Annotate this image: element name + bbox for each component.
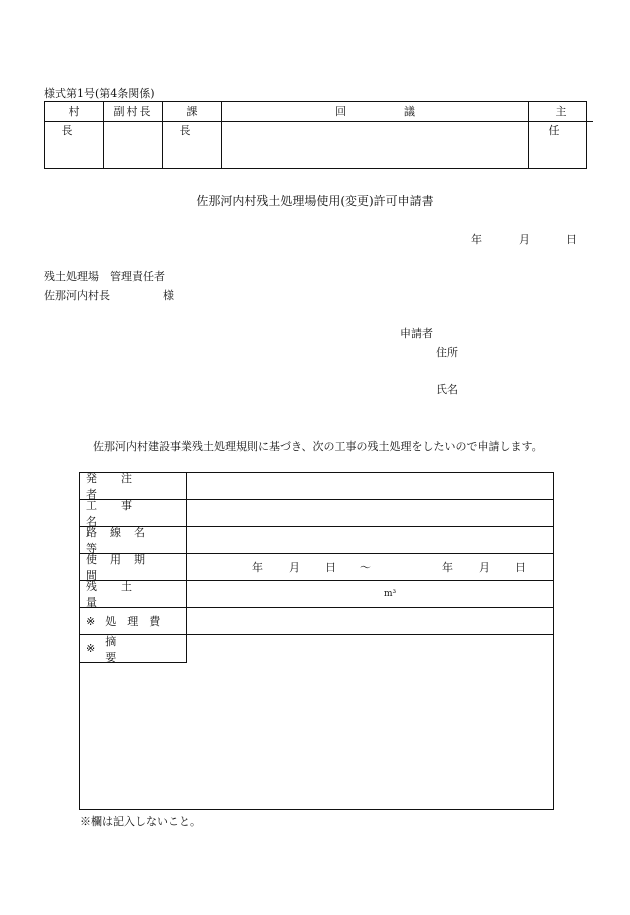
period-start-year: 年: [252, 561, 263, 574]
approval-header-manager: 主 任: [529, 102, 593, 122]
date-month-label: 月: [519, 233, 530, 246]
orderer-label-text: 発注者: [86, 472, 156, 501]
table-row-processing-fee: [80, 608, 553, 635]
period-end-day: 日: [515, 561, 526, 574]
remarks-area[interactable]: [187, 662, 553, 809]
orderer-field[interactable]: [187, 473, 553, 499]
period-end-year: 年: [442, 561, 453, 574]
table-row-project-name: [80, 500, 553, 527]
volume-unit: m³: [384, 589, 397, 599]
route-name-label-text: 路線名等: [86, 526, 158, 555]
usage-period-label-text: 使用期間: [86, 553, 158, 582]
table-row-orderer: [80, 473, 553, 500]
approval-stamp-manager[interactable]: [529, 122, 593, 168]
approval-stamp-village-head[interactable]: [45, 122, 104, 168]
remarks-field[interactable]: [187, 635, 553, 662]
applicant-address-label: 住所: [436, 346, 458, 359]
approval-stamp-deputy-head[interactable]: [104, 122, 163, 168]
soil-volume-field[interactable]: [187, 581, 553, 607]
addressee-line2: 佐那河内村長: [44, 289, 110, 302]
orderer-label: [80, 473, 187, 499]
approval-header-village-head: 村 長: [45, 102, 104, 122]
period-start-month: 月: [289, 561, 300, 574]
period-start-day: 日: [325, 561, 336, 574]
application-details-table: [79, 472, 554, 810]
processing-fee-label-text: 処理費: [105, 615, 172, 628]
processing-fee-label: [80, 608, 187, 634]
form-number: 様式第1号(第4条関係): [44, 87, 155, 100]
soil-volume-label: [80, 581, 187, 607]
addressee-line1: 残土処理場 管理責任者: [44, 270, 165, 283]
period-end-month: 月: [479, 561, 490, 574]
table-row-route-name: [80, 527, 553, 554]
form-title: 佐那河内村残土処理場使用(変更)許可申請書: [196, 194, 434, 208]
soil-volume-label-text: 残土量: [86, 580, 156, 609]
approval-header-section-chief: 課 長: [163, 102, 222, 122]
office-use-mark-remarks: ※: [86, 642, 96, 655]
remarks-label: [80, 635, 187, 662]
approval-header-deputy-head: 副村長: [104, 102, 163, 122]
usage-period-field[interactable]: [187, 554, 553, 580]
remarks-label-bottom-border: [80, 662, 187, 663]
addressee-honorific: 様: [163, 289, 174, 302]
table-row-soil-volume: [80, 581, 553, 608]
remarks-label-text: 摘要: [105, 634, 149, 664]
application-statement: 佐那河内村建設事業残土処理規則に基づき、次の工事の残土処理をしたいので申請します。: [93, 440, 543, 453]
usage-period-label: [80, 554, 187, 580]
date-day-label: 日: [566, 233, 577, 246]
table-row-remarks: [80, 635, 553, 662]
period-tilde: ～: [360, 561, 371, 574]
project-name-label-text: 工事名: [86, 499, 156, 528]
approval-table: [44, 101, 606, 169]
approval-stamp-section-chief[interactable]: [163, 122, 222, 168]
office-use-mark-fee: ※: [86, 614, 96, 628]
approval-header-circulation: 回議: [222, 102, 529, 122]
date-year-label: 年: [471, 233, 482, 246]
processing-fee-field[interactable]: [187, 608, 553, 634]
applicant-label: 申請者: [400, 327, 433, 340]
project-name-field[interactable]: [187, 500, 553, 526]
footnote: ※欄は記入しないこと。: [80, 815, 201, 828]
project-name-label: [80, 500, 187, 526]
table-row-usage-period: [80, 554, 553, 581]
route-name-label: [80, 527, 187, 553]
applicant-name-label: 氏名: [436, 383, 458, 396]
approval-stamp-circulation[interactable]: [222, 122, 529, 168]
route-name-field[interactable]: [187, 527, 553, 553]
